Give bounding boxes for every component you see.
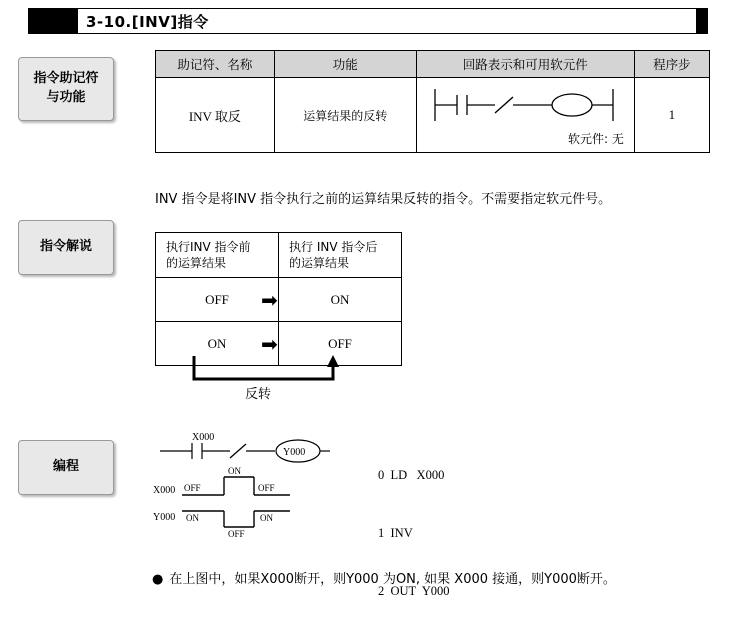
table-row	[156, 278, 402, 322]
section-label-mnemonic-text	[33, 70, 98, 108]
cell-after-value-text: ON	[330, 291, 350, 307]
svg-text:Y000: Y000	[153, 512, 176, 523]
circuit-diagram	[417, 79, 632, 151]
section-label-mnemonic-line2: 与功能	[46, 90, 86, 105]
header-right-block	[696, 8, 708, 34]
table-header-row	[156, 233, 402, 278]
bottom-note-text: 在上图中，如果X000断开，则Y000 为ON, 如果 X000 接通，则Y000断开。	[169, 572, 616, 587]
code-line: 2 OUT Y000	[378, 584, 450, 598]
section-label-mnemonic	[18, 57, 114, 121]
programming-diagram	[150, 425, 570, 560]
programming-diagram-svg	[150, 425, 410, 560]
cell-function: 运算结果的反转	[274, 78, 416, 153]
section-label-programming-text: 编程	[52, 459, 79, 475]
header-circuit: 回路表示和可用软元件	[416, 51, 634, 78]
cell-mnemonic: INV 取反	[156, 78, 275, 153]
svg-text:ON: ON	[228, 466, 241, 476]
cell-before-value: OFF	[156, 278, 279, 322]
cell-after-value-text: OFF	[328, 335, 352, 351]
program-code-listing	[378, 427, 450, 621]
svg-text:X000: X000	[192, 432, 215, 443]
section-label-explanation-text: 指令解说	[39, 239, 92, 255]
header-before-inv-line2: 的运算结果	[166, 256, 227, 270]
header-left-block	[28, 8, 78, 34]
header-after-inv	[279, 233, 402, 278]
header-before-inv	[156, 233, 279, 278]
bottom-note	[152, 568, 722, 587]
header-after-inv-line1: 执行 INV 指令后	[289, 239, 378, 254]
svg-text:ON: ON	[186, 513, 199, 523]
page-title: 3-10.[INV]指令	[86, 13, 209, 31]
section-label-programming	[18, 440, 114, 495]
instruction-spec-table	[155, 50, 710, 153]
code-line: 0 LD X000	[378, 467, 445, 482]
header-after-inv-line2: 的运算结果	[289, 256, 350, 270]
cell-circuit	[416, 78, 634, 153]
svg-text:Y000: Y000	[283, 447, 306, 458]
header-before-inv-line1: 执行INV 指令前	[166, 239, 251, 254]
inversion-result-table	[155, 232, 402, 366]
svg-text:OFF: OFF	[228, 529, 245, 539]
section-label-explanation	[18, 220, 114, 275]
circuit-device-note: 软元件: 无	[568, 132, 624, 146]
header-function: 功能	[274, 51, 416, 78]
svg-text:OFF: OFF	[258, 483, 275, 493]
cell-steps: 1	[634, 78, 709, 153]
code-line: 1 INV	[378, 525, 413, 540]
arrow-right-icon: ➡	[261, 331, 278, 356]
svg-text:OFF: OFF	[184, 483, 201, 493]
page-header	[28, 8, 708, 34]
explanation-paragraph: INV 指令是将INV 指令执行之前的运算结果反转的指令。不需要指定软元件号。	[155, 192, 612, 207]
arrow-right-icon: ➡	[261, 287, 278, 312]
table-row	[156, 78, 710, 153]
bullet-icon: ●	[152, 572, 164, 587]
header-mnemonic: 助记符、名称	[156, 51, 275, 78]
inversion-label: 反转	[245, 387, 272, 402]
table-header-row	[156, 51, 710, 78]
svg-text:ON: ON	[260, 513, 273, 523]
cell-after-value	[261, 278, 402, 322]
cell-before-value: ON	[156, 322, 279, 366]
section-label-mnemonic-line1: 指令助记符	[33, 71, 99, 87]
header-steps: 程序步	[634, 51, 709, 78]
svg-text:X000: X000	[153, 485, 176, 496]
